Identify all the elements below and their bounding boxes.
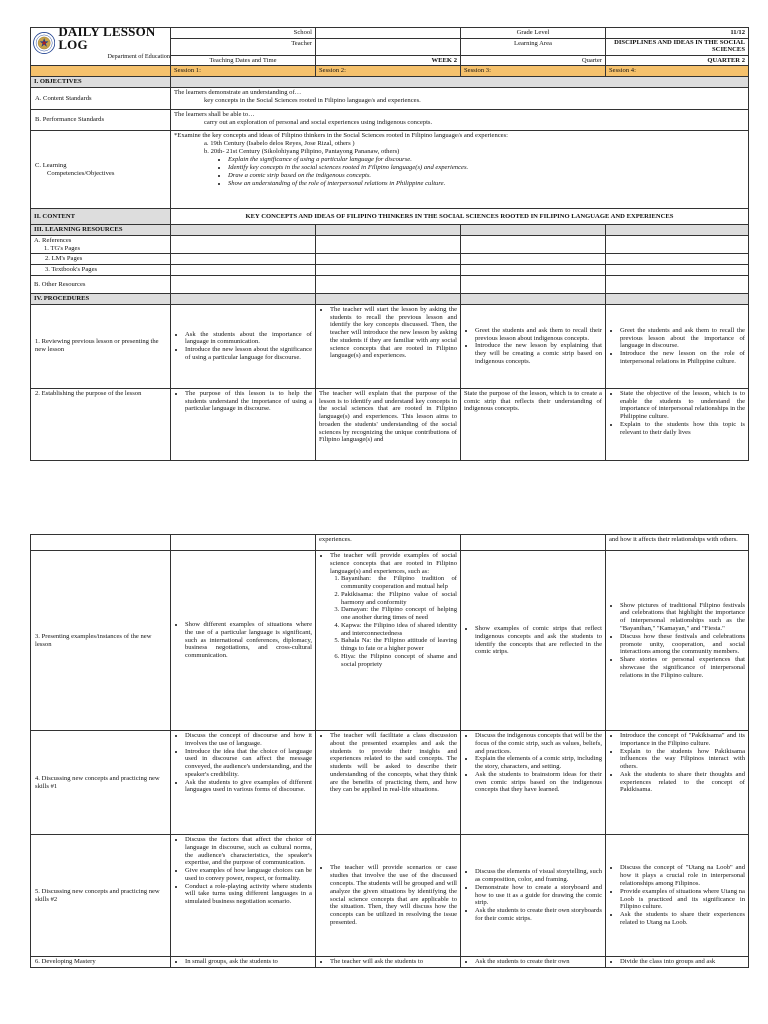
procedures-cell — [171, 293, 316, 304]
list-item: • Show pictures of traditional Filipino festivals and celebrations that highlight the importance of interpersonal relationships such as the "Bayanihan," "Kamayan," and "Fiesta." — [620, 602, 745, 633]
procedure-5-session-1 — [171, 835, 316, 957]
list-item: 2. Pakikisama: the Filipino value of social harmony and conformity — [341, 591, 457, 607]
session-1-header: Session 1: — [171, 66, 316, 77]
procedure-2-session-2-cont: experiences. — [316, 535, 461, 551]
textbook-pages-label: 3. Textbook's Pages — [31, 265, 171, 276]
lesson-log-page-2 — [30, 534, 748, 968]
list-item: • Show different examples of situations where the use of a particular language is significant, such as international conferences, diplomacy, business negotiations, and cross-cultural communication. — [185, 621, 312, 660]
competencies-label-line1: C. Learning — [35, 161, 67, 169]
list-item: • Ask the students to create their own storyboards for their comic strips. — [475, 907, 602, 923]
procedure-3-session-2 — [316, 551, 461, 731]
competencies-a: a. 19th Century (Isabelo delos Reyes, Jose Rizal, others ) — [204, 139, 355, 147]
performance-standards-value — [171, 110, 749, 131]
list-item: • State the objective of the lesson, which is to enable the students to understand the importance of interpersonal relationships in the Philippine culture. — [620, 390, 745, 421]
deped-seal-icon — [33, 30, 55, 56]
procedure-4-session-3 — [461, 731, 606, 835]
list-item: • Introduce the new lesson by explaining that they will be creating a comic strip based on indigenous concepts. — [475, 342, 602, 365]
list-item: • The purpose of this lesson is to help the students understand the importance of using a particular language in discourse. — [185, 390, 312, 413]
lesson-log-table-page-2 — [30, 534, 749, 968]
list-item: • Introduce the new lesson on the role of interpersonal relations in Philippine culture. — [620, 350, 745, 366]
list-item: • Ask the students to create their own — [475, 958, 602, 966]
list-item: • Introduce the new lesson about the significance of using a particular language for discourse. — [185, 346, 312, 362]
list-item: • The teacher will facilitate a class discussion about the presented examples and ask the students to provide their insights and experiences related to the said concepts. The students will be asked to describe their understanding of the concepts, what they think are the benefits of practicing them, and how they can be applied in real-life situations. — [330, 732, 457, 794]
competencies-value — [171, 131, 749, 209]
resources-cell — [606, 225, 749, 236]
resources-cell — [606, 275, 749, 293]
procedure-3-session-3 — [461, 551, 606, 731]
list-item: • The teacher will start the lesson by asking the students to recall the previous lesson and identify the key concepts discussed. Then, the teacher will introduce the new lesson by asking the students if they are familiar with any social science concepts that are rooted in Filipino language(s) and experiences. — [330, 306, 457, 360]
procedure-4-session-4 — [606, 731, 749, 835]
competencies-b: b. 20th- 21st Century (Sikolohiyang Pilipino, Pantayong Pananaw, others) — [204, 147, 400, 155]
procedures-heading: IV. PROCEDURES — [31, 293, 171, 304]
content-standards-line2: key concepts in the Social Sciences rooted in Filipino language/s and experiences. — [204, 96, 421, 104]
procedure-6-session-1 — [171, 957, 316, 968]
list-item: 5. Bahala Na: the Filipino attitude of leaving things to fate or a higher power — [341, 637, 457, 653]
procedure-5-label: 5. Discussing new concepts and practicing new skills #2 — [31, 835, 171, 957]
grade-level-label: Grade Level — [461, 28, 606, 39]
teacher-label: Teacher — [171, 38, 316, 55]
list-item: 1. Bayanihan: the Filipino tradition of community cooperation and mutual help — [341, 575, 457, 591]
list-item: • Ask the students about the importance of language in communication. — [185, 331, 312, 347]
resources-cell — [461, 225, 606, 236]
learning-area-label: Learning Area — [461, 38, 606, 55]
list-item: • Ask the students to share their experiences related to Utang na Loob. — [620, 911, 745, 927]
procedure-1-session-3 — [461, 304, 606, 388]
competencies-label — [31, 131, 171, 209]
procedure-5-session-2 — [316, 835, 461, 957]
references-label — [31, 235, 171, 254]
list-item: • Show examples of comic strips that reflect indigenous concepts and ask the students to identify the concepts that are reflected in the comic strips. — [475, 625, 602, 656]
session-4-header: Session 4: — [606, 66, 749, 77]
competency-item: • Explain the significance of using a particular language for discourse. — [228, 156, 745, 164]
session-header-blank — [31, 66, 171, 77]
list-item: • Conduct a role-playing activity where students will take turns using different languages in a simulated business negotiation scenario. — [185, 883, 312, 906]
list-item: • Provide examples of situations where Utang na Loob is practiced and its significance in Filipino culture. — [620, 888, 745, 911]
paragraph: State the purpose of the lesson, which is to create a comic strip that reflects their understanding of indigenous concepts. — [464, 389, 602, 413]
teacher-value — [316, 38, 461, 55]
list-item: • Discuss the concept of "Utang na Loob" and how it plays a crucial role in interpersonal relationships among Filipinos. — [620, 864, 745, 887]
resources-cell — [461, 235, 606, 254]
session-2-header: Session 2: — [316, 66, 461, 77]
content-standards-value — [171, 88, 749, 110]
document-title: DAILY LESSON LOG — [58, 27, 156, 53]
procedure-2-session-4 — [606, 388, 749, 460]
procedure-4-label: 4. Discussing new concepts and practicing new skills #1 — [31, 731, 171, 835]
list-item: • Explain to the students how this topic is relevant to their daily lives — [620, 421, 745, 437]
content-standards-label: A. Content Standards — [31, 88, 171, 110]
resources-cell — [316, 235, 461, 254]
resources-cell — [606, 235, 749, 254]
performance-standards-line1: The learners shall be able to… — [174, 111, 255, 119]
list-item: • Ask the students to give examples of different languages used in various forms of discourse. — [185, 779, 312, 795]
other-resources-label: B. Other Resources — [31, 275, 171, 293]
performance-standards-line2: carry out an exploration of personal and social experiences using indigenous concepts. — [204, 118, 433, 126]
procedure-6-label: 6. Developing Mastery — [31, 957, 171, 968]
content-standards-line1: The learners demonstrate an understanding of… — [174, 89, 302, 97]
list-item: 6. Hiya: the Filipino concept of shame and social propriety — [341, 653, 457, 669]
list-item: • Introduce the concept of "Pakikisama" and its importance in the Filipino culture. — [620, 732, 745, 748]
school-label: School — [171, 28, 316, 39]
procedures-cell — [606, 293, 749, 304]
competency-item: • Draw a comic strip based on the indigenous concepts. — [228, 172, 745, 180]
resources-cell — [171, 235, 316, 254]
procedure-6-session-3 — [461, 957, 606, 968]
references-text: A. References — [34, 236, 72, 244]
competency-item: • Show an understanding of the role of interpersonal relations in Philippine culture. — [228, 180, 745, 188]
resources-cell — [316, 275, 461, 293]
continuation-blank — [31, 535, 171, 551]
list-item: • Greet the students and ask them to recall the previous lesson about the importance of language in discourse. — [620, 327, 745, 350]
procedure-2-label: 2. Establishing the purpose of the lesson — [31, 388, 171, 460]
continuation-blank — [171, 535, 316, 551]
resources-cell — [461, 275, 606, 293]
procedure-5-session-4 — [606, 835, 749, 957]
procedures-cell — [316, 293, 461, 304]
procedure-2-session-2 — [316, 388, 461, 460]
continuation-blank — [461, 535, 606, 551]
procedure-1-label: 1. Reviewing previous lesson or presenting the new lesson — [31, 304, 171, 388]
resources-cell — [171, 265, 316, 276]
resources-cell — [316, 225, 461, 236]
list-item: • Ask the students to share their thoughts and experiences related to the concept of Pakikisama. — [620, 771, 745, 794]
header-logo-cell — [31, 28, 171, 66]
list-item: • Discuss the concept of discourse and how it involves the use of language. — [185, 732, 312, 748]
resources-cell — [171, 275, 316, 293]
procedure-2-session-1 — [171, 388, 316, 460]
session-3-header: Session 3: — [461, 66, 606, 77]
procedure-3-session-4 — [606, 551, 749, 731]
paragraph: The teacher will explain that the purpose of the lesson is to identify and understand key concepts in the social sciences that are rooted in Filipino language(s) and experiences. This lesson aims to broaden the students' understanding of the social sciences by recognizing the unique contributions of Filipino language(s) and — [319, 389, 457, 444]
resources-cell — [316, 254, 461, 265]
teaching-dates-label: Teaching Dates and Time — [171, 55, 316, 66]
lesson-log-page-1 — [30, 27, 748, 461]
procedure-1-session-4 — [606, 304, 749, 388]
objectives-heading: I. OBJECTIVES — [31, 77, 171, 88]
competency-item: • Identify key concepts in the social sciences rooted in Filipino language(s) and experiences. — [228, 164, 745, 172]
lesson-log-table-page-1 — [30, 27, 749, 461]
procedure-2-session-3 — [461, 388, 606, 460]
list-item: • Ask the students to brainstorm ideas for their own comic strips based on the indigenous concepts that they have learned. — [475, 771, 602, 794]
list-item: • Discuss the indigenous concepts that will be the focus of the comic strip, such as values, beliefs, and practices. — [475, 732, 602, 755]
tg-pages-label: 1. TG's Pages — [44, 244, 81, 252]
objectives-heading-fill — [171, 77, 749, 88]
list-item: • Demonstrate how to create a storyboard and how to use it as a guide for drawing the comic strip. — [475, 884, 602, 907]
list-item: 4. Kapwa: the Filipino idea of shared identity and interconnectedness — [341, 622, 457, 638]
procedure-2-session-4-cont: and how it affects their relationships with others. — [606, 535, 749, 551]
resources-cell — [606, 254, 749, 265]
resources-heading: III. LEARNING RESOURCES — [31, 225, 171, 236]
procedure-4-session-1 — [171, 731, 316, 835]
procedure-1-session-2 — [316, 304, 461, 388]
competencies-label-line2: Competencies/Objectives — [47, 169, 115, 177]
procedure-4-session-2 — [316, 731, 461, 835]
list-item: • Discuss the elements of visual storytelling, such as composition, color, and framing. — [475, 868, 602, 884]
list-item: • Discuss how these festivals and celebrations promote unity, cooperation, and social interactions among the community members. — [620, 633, 745, 656]
grade-level-value: 11/12 — [606, 28, 749, 39]
resources-cell — [461, 254, 606, 265]
content-heading: II. CONTENT — [31, 209, 171, 225]
procedure-6-session-2 — [316, 957, 461, 968]
week-value: WEEK 2 — [316, 55, 461, 66]
resources-cell — [171, 225, 316, 236]
procedure-3-label: 3. Presenting examples/instances of the new lesson — [31, 551, 171, 731]
procedure-3-session-1 — [171, 551, 316, 731]
procedure-5-session-3 — [461, 835, 606, 957]
list-item: • Greet the students and ask them to recall their previous lesson about indigenous concepts. — [475, 327, 602, 343]
competencies-bullets — [174, 156, 745, 187]
list-item: • In small groups, ask the students to — [185, 958, 312, 966]
department-name: Department of Education — [107, 53, 170, 61]
competencies-intro: *Examine the key concepts and ideas of Filipino thinkers in the Social Sciences rooted in Filipino language/s and experiences: — [174, 132, 508, 140]
list-item: • The teacher will ask the students to — [330, 958, 457, 966]
procedures-cell — [461, 293, 606, 304]
resources-cell — [171, 254, 316, 265]
list-item: • Introduce the idea that the choice of language used in discourse can affect the message conveyed, the audience's understanding, and the speaker's credibility. — [185, 748, 312, 779]
lm-pages-label: 2. LM's Pages — [31, 254, 171, 265]
learning-area-value: DISCIPLINES AND IDEAS IN THE SOCIAL SCIENCES — [606, 38, 749, 55]
list-item: • The teacher will provide scenarios or case studies that involve the use of the discussed concepts. The students will be grouped and will analyze the given situations by identifying the social science concepts that are applicable to the situation. Then, they will discuss how the concepts can be utilized in resolving the issue presented. — [330, 864, 457, 926]
list-item: • Divide the class into groups and ask — [620, 958, 745, 966]
list-item: • Share stories or personal experiences that showcase the significance of interpersonal relations in the Filipino culture. — [620, 656, 745, 679]
quarter-value: QUARTER 2 — [606, 55, 749, 66]
procedure-6-session-4 — [606, 957, 749, 968]
performance-standards-label: B. Performance Standards — [31, 110, 171, 131]
list-item: • Give examples of how language choices can be used to convey power, respect, or formality. — [185, 867, 312, 883]
resources-cell — [606, 265, 749, 276]
list-item: • The teacher will provide examples of social science concepts that are rooted in Filipino language(s) and experiences, such as: — [330, 552, 457, 575]
list-item: • Discuss the factors that affect the choice of language in discourse, such as cultural norms, the audience's characteristics, the speaker's expertise, and the purpose of communication. — [185, 836, 312, 867]
resources-cell — [316, 265, 461, 276]
quarter-label: Quarter — [461, 55, 606, 66]
content-text: KEY CONCEPTS AND IDEAS OF FILIPINO THINKERS IN THE SOCIAL SCIENCES ROOTED IN FILIPINO LANGUAGE AND EXPERIENCES — [171, 209, 749, 225]
list-item: • Explain to the students how Pakikisama influences the way Filipinos interact with others. — [620, 748, 745, 771]
procedure-1-session-1 — [171, 304, 316, 388]
list-item: • Explain the elements of a comic strip, including the story, characters, and setting. — [475, 755, 602, 771]
school-value — [316, 28, 461, 39]
list-item: 3. Damayan: the Filipino concept of helping one another during times of need — [341, 606, 457, 622]
resources-cell — [461, 265, 606, 276]
